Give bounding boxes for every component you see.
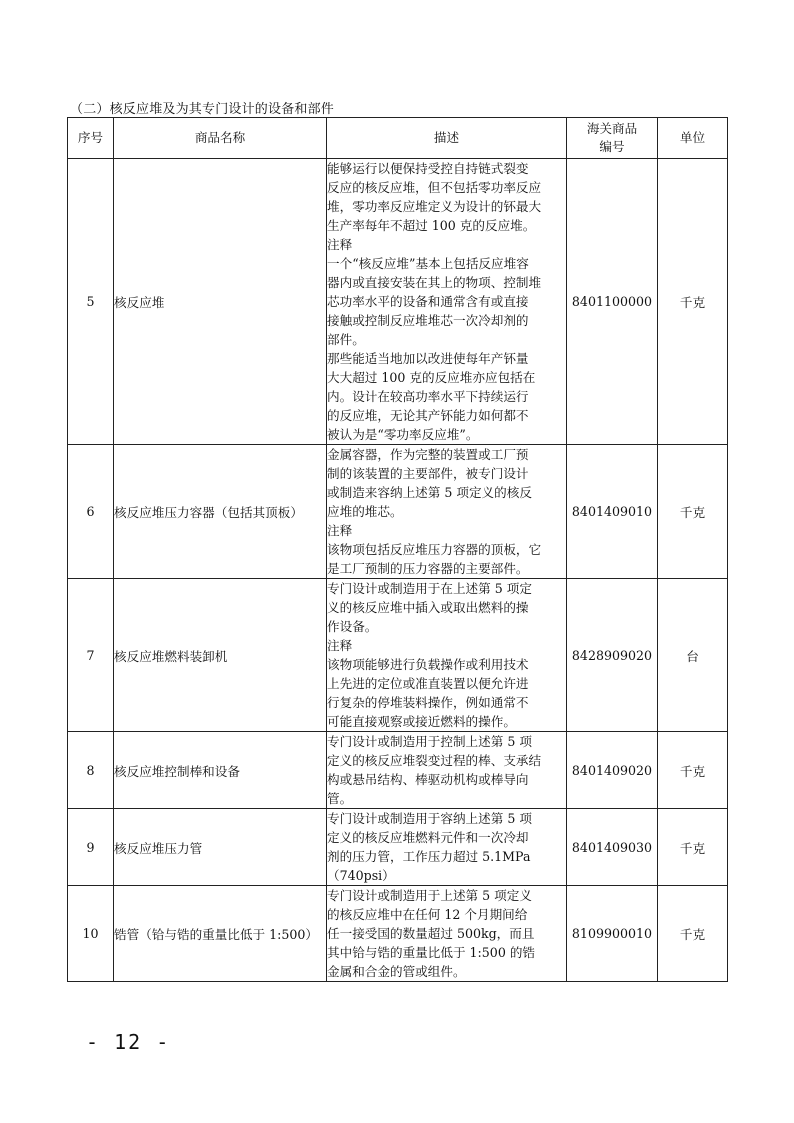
description-line: 金属和合金的管或组件。 xyxy=(327,964,466,979)
row-item-name: 核反应堆燃料装卸机 xyxy=(114,579,327,732)
row-description xyxy=(327,445,567,579)
header-code xyxy=(567,118,658,159)
table-row xyxy=(68,809,728,886)
description-line: 生产率每年不超过 100 克的反应堆。 xyxy=(327,218,536,233)
description-line: 或制造来容纳上述第 5 项定义的核反 xyxy=(327,485,532,500)
table-body xyxy=(68,159,728,982)
description-line: 管。 xyxy=(327,791,353,806)
row-unit: 千克 xyxy=(658,732,728,809)
description-line: 专门设计或制造用于在上述第 5 项定 xyxy=(327,581,532,596)
description-line: 义的核反应堆中插入或取出燃料的操 xyxy=(327,600,529,615)
goods-table xyxy=(67,117,728,982)
description-line: 上先进的定位或准直装置以便允许进 xyxy=(327,676,529,691)
description-line: 注释 xyxy=(327,638,353,653)
description-line: 接触或控制反应堆堆芯一次冷却剂的 xyxy=(327,313,529,328)
description-line: （740psi） xyxy=(327,868,395,883)
table-caption: （二）核反应堆及为其专门设计的设备和部件 xyxy=(70,102,335,117)
description-line: 一个“核反应堆”基本上包括反应堆容 xyxy=(327,256,529,271)
description-line: 应堆的堆芯。 xyxy=(327,504,403,519)
description-line: 定义的核反应堆燃料元件和一次冷却 xyxy=(327,830,529,845)
header-name: 商品名称 xyxy=(114,118,327,159)
description-line: 其中铪与锆的重量比低于 1:500 的锆 xyxy=(327,945,536,960)
row-customs-code: 8401409020 xyxy=(567,732,658,809)
row-unit: 千克 xyxy=(658,159,728,445)
description-line: 能够运行以便保持受控自持链式裂变 xyxy=(327,161,529,176)
row-item-name: 核反应堆压力容器（包括其顶板） xyxy=(114,445,327,579)
description-line: 专门设计或制造用于容纳上述第 5 项 xyxy=(327,811,532,826)
header-code-line2: 编号 xyxy=(599,139,625,154)
description-line: 作设备。 xyxy=(327,619,378,634)
row-customs-code: 8401100000 xyxy=(567,159,658,445)
row-number: 8 xyxy=(68,732,114,809)
row-item-name: 锆管（铪与锆的重量比低于 1:500） xyxy=(114,886,327,982)
description-line: 制的该装置的主要部件，被专门设计 xyxy=(327,466,529,481)
header-code-line1: 海关商品 xyxy=(586,121,638,136)
row-description xyxy=(327,886,567,982)
table-row xyxy=(68,886,728,982)
description-line: 金属容器，作为完整的装置或工厂预 xyxy=(327,447,529,462)
description-line: 大大超过 100 克的反应堆亦应包括在 xyxy=(327,370,536,385)
description-line: 行复杂的停堆装料操作，例如通常不 xyxy=(327,695,529,710)
row-description xyxy=(327,732,567,809)
row-number: 5 xyxy=(68,159,114,445)
header-unit: 单位 xyxy=(658,118,728,159)
description-line: 器内或直接安装在其上的物项、控制堆 xyxy=(327,275,542,290)
row-number: 9 xyxy=(68,809,114,886)
row-unit: 千克 xyxy=(658,886,728,982)
description-line: 内。设计在较高功率水平下持续运行 xyxy=(327,389,529,404)
row-description xyxy=(327,579,567,732)
row-item-name: 核反应堆压力管 xyxy=(114,809,327,886)
description-line: 可能直接观察或接近燃料的操作。 xyxy=(327,714,516,729)
row-description xyxy=(327,809,567,886)
description-line: 任一接受国的数量超过 500kg，而且 xyxy=(327,926,535,941)
table-row xyxy=(68,445,728,579)
description-line: 部件。 xyxy=(327,332,365,347)
description-line: 芯功率水平的设备和通常含有或直接 xyxy=(327,294,529,309)
row-unit: 台 xyxy=(658,579,728,732)
description-line: 该物项能够进行负载操作或利用技术 xyxy=(327,657,529,672)
row-unit: 千克 xyxy=(658,809,728,886)
description-line: 剂的压力管，工作压力超过 5.1MPa xyxy=(327,849,531,864)
table-row xyxy=(68,159,728,445)
header-no: 序号 xyxy=(68,118,114,159)
table-header-row xyxy=(68,118,728,159)
page-number: - 12 - xyxy=(86,1030,171,1054)
row-number: 6 xyxy=(68,445,114,579)
description-line: 专门设计或制造用于控制上述第 5 项 xyxy=(327,734,532,749)
row-unit: 千克 xyxy=(658,445,728,579)
description-line: 的核反应堆中在任何 12 个月期间给 xyxy=(327,907,528,922)
row-description xyxy=(327,159,567,445)
row-item-name: 核反应堆 xyxy=(114,159,327,445)
description-line: 的反应堆，无论其产钚能力如何都不 xyxy=(327,408,529,423)
table-row xyxy=(68,579,728,732)
description-line: 注释 xyxy=(327,237,353,252)
description-line: 那些能适当地加以改进使每年产钚量 xyxy=(327,351,529,366)
row-number: 7 xyxy=(68,579,114,732)
row-customs-code: 8428909020 xyxy=(567,579,658,732)
description-line: 反应的核反应堆，但不包括零功率反应 xyxy=(327,180,542,195)
description-line: 该物项包括反应堆压力容器的顶板，它 xyxy=(327,542,542,557)
description-line: 注释 xyxy=(327,523,353,538)
description-line: 是工厂预制的压力容器的主要部件。 xyxy=(327,561,529,576)
description-line: 专门设计或制造用于上述第 5 项定义 xyxy=(327,888,532,903)
header-desc: 描述 xyxy=(327,118,567,159)
description-line: 被认为是“零功率反应堆”。 xyxy=(327,427,479,442)
row-item-name: 核反应堆控制棒和设备 xyxy=(114,732,327,809)
description-line: 构或悬吊结构、棒驱动机构或棒导向 xyxy=(327,772,529,787)
description-line: 定义的核反应堆裂变过程的棒、支承结 xyxy=(327,753,542,768)
description-line: 堆，零功率反应堆定义为设计的钚最大 xyxy=(327,199,542,214)
row-number: 10 xyxy=(68,886,114,982)
row-customs-code: 8401409010 xyxy=(567,445,658,579)
table-row xyxy=(68,732,728,809)
row-customs-code: 8401409030 xyxy=(567,809,658,886)
row-customs-code: 8109900010 xyxy=(567,886,658,982)
